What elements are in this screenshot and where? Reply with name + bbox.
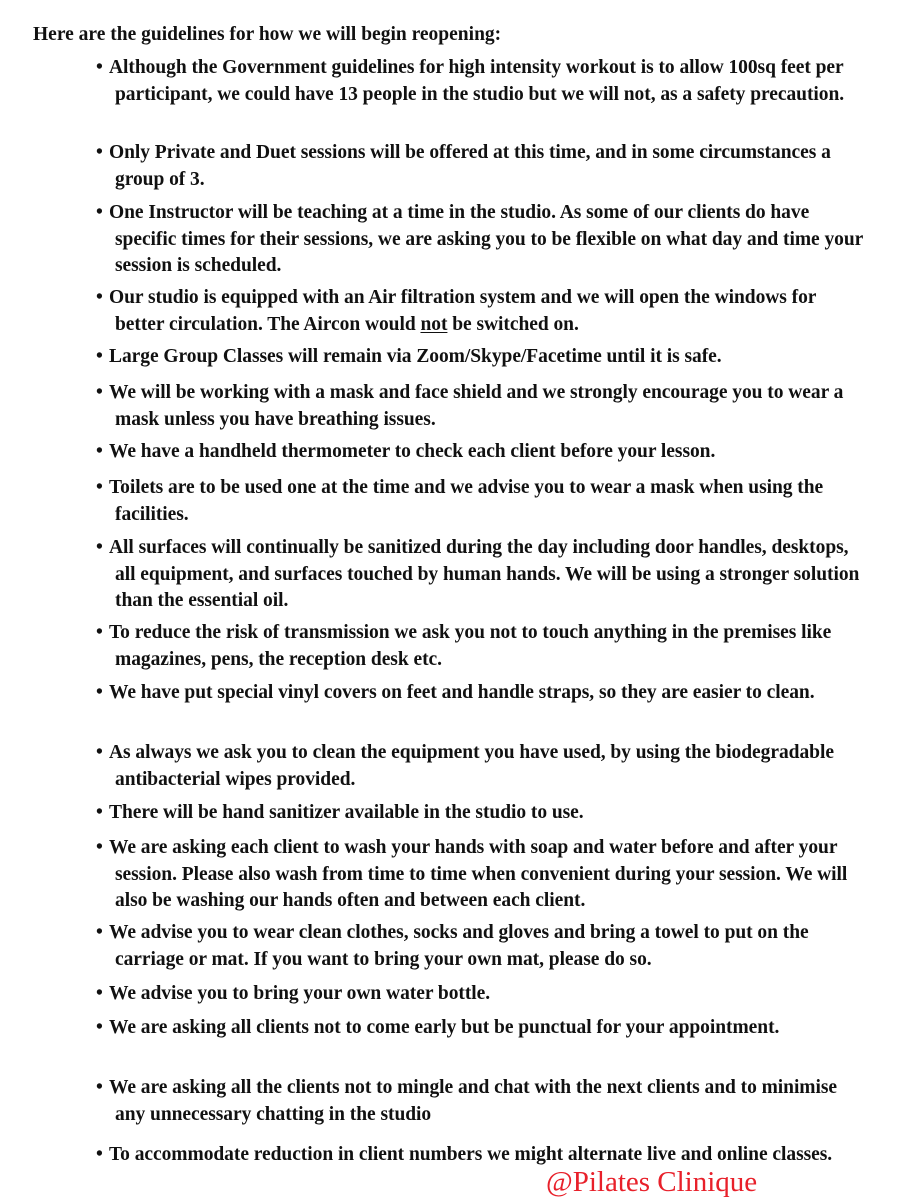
guideline-text: There will be hand sanitizer available in the studio to use.	[109, 802, 584, 823]
bullet-icon: •	[96, 142, 103, 163]
guideline-item	[83, 981, 863, 1008]
bullet-icon: •	[96, 983, 103, 1004]
guideline-item	[83, 1015, 863, 1042]
document-heading: Here are the guidelines for how we will begin reopening:	[33, 24, 502, 45]
guideline-text: Although the Government guidelines for high intensity workout is to allow 100sq feet per participant, we could have 13 people in the studio but we will not, as a safety precaution.	[109, 57, 845, 105]
guideline-text: As always we ask you to clean the equipment you have used, by using the biodegradable antibacterial wipes provided.	[109, 742, 834, 790]
bullet-icon: •	[96, 742, 103, 763]
bullet-icon: •	[96, 202, 103, 223]
bullet-icon: •	[96, 1017, 103, 1038]
guideline-text: We will be working with a mask and face shield and we strongly encourage you to wear a mask unless you have breathing issues.	[109, 382, 844, 430]
guideline-text: All surfaces will continually be sanitized during the day including door handles, desktops, all equipment, and surfaces touched by human hands. We will be using a stronger solution than the essential oil.	[109, 537, 860, 611]
guideline-item	[83, 835, 863, 915]
guideline-item	[83, 344, 863, 371]
guideline-item	[83, 800, 863, 827]
guideline-item	[83, 680, 863, 707]
guideline-item	[83, 475, 863, 528]
pilates-clinique-watermark: @Pilates Clinique	[546, 1166, 758, 1198]
guideline-text: Large Group Classes will remain via Zoom/Skype/Facetime until it is safe.	[109, 346, 722, 367]
bullet-icon: •	[96, 922, 103, 943]
guideline-item	[83, 200, 863, 280]
underlined-word: not	[420, 313, 448, 335]
guideline-text: We have a handheld thermometer to check each client before your lesson.	[109, 441, 716, 462]
bullet-icon: •	[96, 1144, 103, 1165]
guideline-text: One Instructor will be teaching at a time in the studio. As some of our clients do have specific times for their sessions, we are asking you to be flexible on what day and time your session is scheduled.	[109, 202, 863, 276]
guideline-text: Our studio is equipped with an Air filtration system and we will open the windows for better circulation. The Aircon would	[109, 287, 817, 335]
guideline-text: Toilets are to be used one at the time and we advise you to wear a mask when using the facilities.	[109, 477, 824, 525]
guideline-text: We advise you to bring your own water bottle.	[109, 983, 491, 1004]
bullet-icon: •	[96, 57, 103, 78]
guideline-text: We are asking all clients not to come early but be punctual for your appointment.	[109, 1017, 780, 1038]
guideline-item	[83, 140, 863, 193]
bullet-icon: •	[96, 537, 103, 558]
guideline-item	[83, 380, 863, 433]
bullet-icon: •	[96, 802, 103, 823]
bullet-icon: •	[96, 622, 103, 643]
bullet-icon: •	[96, 477, 103, 498]
guideline-item	[83, 920, 863, 973]
bullet-icon: •	[96, 441, 103, 462]
bullet-icon: •	[96, 682, 103, 703]
guideline-text: To accommodate reduction in client numbers we might alternate live and online classes.	[109, 1144, 833, 1165]
guideline-text: We have put special vinyl covers on feet and handle straps, so they are easier to clean.	[109, 682, 815, 703]
guideline-item	[83, 535, 863, 615]
bullet-icon: •	[96, 382, 103, 403]
bullet-icon: •	[96, 287, 103, 308]
bullet-icon: •	[96, 346, 103, 367]
guideline-item	[83, 740, 863, 793]
guideline-item	[83, 55, 863, 108]
bullet-icon: •	[96, 1077, 103, 1098]
guideline-text: We advise you to wear clean clothes, socks and gloves and bring a towel to put on the carriage or mat. If you want to bring your own mat, please do so.	[109, 922, 809, 970]
guideline-item	[83, 620, 863, 673]
bullet-icon: •	[96, 837, 103, 858]
guideline-item	[83, 1075, 863, 1128]
guideline-text: To reduce the risk of transmission we ask you not to touch anything in the premises like magazines, pens, the reception desk etc.	[109, 622, 832, 670]
guideline-text: be switched on.	[447, 313, 579, 335]
guideline-item	[83, 439, 863, 466]
guideline-text: We are asking each client to wash your hands with soap and water before and after your session. Please also wash from time to time when convenient during your session. We will also be washing our hands often and between each client.	[109, 837, 848, 911]
guideline-item	[83, 285, 863, 338]
guideline-text: Only Private and Duet sessions will be offered at this time, and in some circumstances a group of 3.	[109, 142, 831, 190]
guideline-text: We are asking all the clients not to mingle and chat with the next clients and to minimise any unnecessary chatting in the studio	[109, 1077, 838, 1125]
